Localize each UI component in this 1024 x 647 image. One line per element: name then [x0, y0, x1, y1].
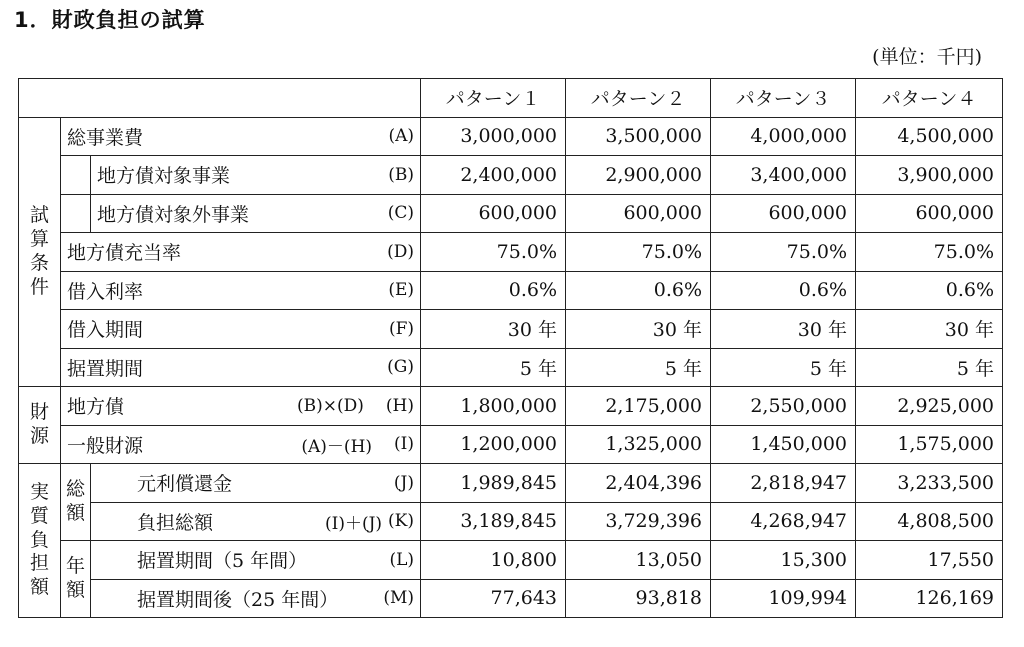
table-cell: 3,000,000 — [421, 117, 566, 156]
row-label: 据置期間後（25 年間） (M) — [91, 579, 421, 618]
fiscal-burden-table — [18, 78, 1003, 618]
row-label: 地方債対象事業 (B) — [91, 156, 421, 195]
table-cell: 1,450,000 — [711, 425, 856, 464]
indent-spacer — [61, 194, 91, 233]
table-cell: 600,000 — [421, 194, 566, 233]
group-label-burden: 実 質 負 担 額 — [19, 464, 61, 618]
table-cell: 3,400,000 — [711, 156, 856, 195]
table-cell: 17,550 — [856, 541, 1003, 580]
row-label: 負担総額 (I)＋(J) (K) — [91, 502, 421, 541]
row-label: 地方債充当率 (D) — [61, 233, 421, 272]
table-cell: 10,800 — [421, 541, 566, 580]
row-label: 借入利率 (E) — [61, 271, 421, 310]
table-row — [19, 387, 1003, 426]
table-cell: 4,000,000 — [711, 117, 856, 156]
table-cell: 109,994 — [711, 579, 856, 618]
table-cell: 3,189,845 — [421, 502, 566, 541]
subgroup-label-total: 総 額 — [61, 464, 91, 541]
table-row — [19, 194, 1003, 233]
table-cell: 0.6% — [566, 271, 711, 310]
table-cell: 4,500,000 — [856, 117, 1003, 156]
table-row — [19, 117, 1003, 156]
table-row — [19, 425, 1003, 464]
table-header-row — [19, 79, 1003, 118]
table-cell: 77,643 — [421, 579, 566, 618]
table-cell: 2,925,000 — [856, 387, 1003, 426]
table-row — [19, 233, 1003, 272]
table-cell: 2,400,000 — [421, 156, 566, 195]
table-row — [19, 348, 1003, 387]
table-cell: 1,989,845 — [421, 464, 566, 503]
table-cell: 5 年 — [856, 348, 1003, 387]
table-cell: 75.0% — [856, 233, 1003, 272]
table-cell: 15,300 — [711, 541, 856, 580]
table-cell: 2,818,947 — [711, 464, 856, 503]
table-cell: 4,268,947 — [711, 502, 856, 541]
page-title: 1．財政負担の試算 — [14, 8, 206, 32]
table-cell: 1,800,000 — [421, 387, 566, 426]
table-cell: 2,404,396 — [566, 464, 711, 503]
group-label-conditions: 試 算 条 件 — [19, 117, 61, 387]
table-row — [19, 271, 1003, 310]
row-label: 据置期間 (G) — [61, 348, 421, 387]
indent-spacer — [61, 156, 91, 195]
table-cell: 0.6% — [421, 271, 566, 310]
table-cell: 93,818 — [566, 579, 711, 618]
row-label: 借入期間 (F) — [61, 310, 421, 349]
row-label: 一般財源 (A)－(H) (I) — [61, 425, 421, 464]
column-header: パターン２ — [566, 79, 711, 118]
table-row — [19, 464, 1003, 503]
table-cell: 5 年 — [711, 348, 856, 387]
table-cell: 1,325,000 — [566, 425, 711, 464]
row-label: 元利償還金 (J) — [91, 464, 421, 503]
table-row — [19, 156, 1003, 195]
table-row — [19, 502, 1003, 541]
table-cell: 13,050 — [566, 541, 711, 580]
row-label: 総事業費 (A) — [61, 117, 421, 156]
header-corner — [19, 79, 421, 118]
table-row — [19, 579, 1003, 618]
table-cell: 30 年 — [711, 310, 856, 349]
table-cell: 30 年 — [421, 310, 566, 349]
column-header: パターン１ — [421, 79, 566, 118]
table-cell: 600,000 — [856, 194, 1003, 233]
row-label: 地方債対象外事業 (C) — [91, 194, 421, 233]
table-cell: 600,000 — [711, 194, 856, 233]
table-cell: 75.0% — [711, 233, 856, 272]
row-label: 地方債 (B)×(D) (H) — [61, 387, 421, 426]
group-label-funds: 財 源 — [19, 387, 61, 464]
row-label: 据置期間（5 年間） (L) — [91, 541, 421, 580]
column-header: パターン３ — [711, 79, 856, 118]
table-row — [19, 310, 1003, 349]
table-row — [19, 541, 1003, 580]
table-cell: 3,900,000 — [856, 156, 1003, 195]
table-cell: 30 年 — [856, 310, 1003, 349]
table-cell: 3,233,500 — [856, 464, 1003, 503]
table-cell: 600,000 — [566, 194, 711, 233]
table-cell: 3,500,000 — [566, 117, 711, 156]
subgroup-label-annual: 年 額 — [61, 541, 91, 618]
table-cell: 5 年 — [421, 348, 566, 387]
table-cell: 2,175,000 — [566, 387, 711, 426]
table-cell: 4,808,500 — [856, 502, 1003, 541]
table-cell: 1,200,000 — [421, 425, 566, 464]
table-cell: 0.6% — [711, 271, 856, 310]
table-cell: 75.0% — [421, 233, 566, 272]
table-cell: 126,169 — [856, 579, 1003, 618]
table-cell: 0.6% — [856, 271, 1003, 310]
column-header: パターン４ — [856, 79, 1003, 118]
table-cell: 2,550,000 — [711, 387, 856, 426]
table-cell: 75.0% — [566, 233, 711, 272]
unit-note: (単位：千円) — [872, 46, 982, 68]
table-cell: 5 年 — [566, 348, 711, 387]
table-cell: 2,900,000 — [566, 156, 711, 195]
table-cell: 1,575,000 — [856, 425, 1003, 464]
table-cell: 3,729,396 — [566, 502, 711, 541]
table-cell: 30 年 — [566, 310, 711, 349]
